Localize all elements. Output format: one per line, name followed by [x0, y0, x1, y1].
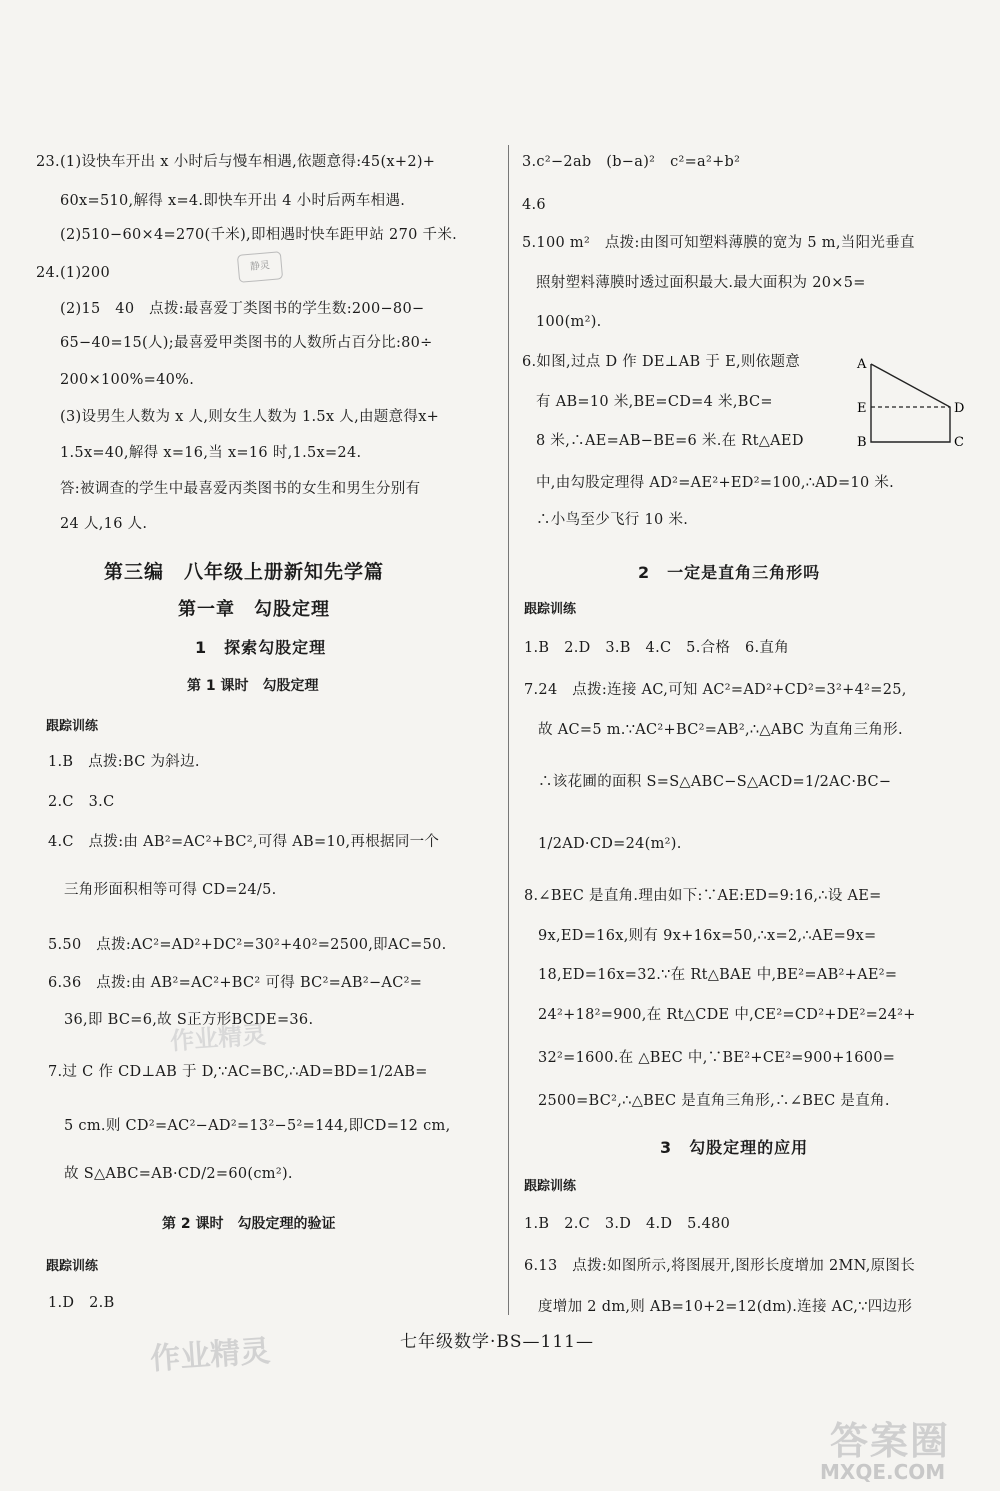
answer-line: 照射塑料薄膜时透过面积最大.最大面积为 20×5=	[536, 275, 866, 291]
answer-line: 36,即 BC=6,故 S正方形BCDE=36.	[64, 1012, 314, 1028]
trapezoid-figure	[855, 352, 975, 457]
practice-label: 跟踪训练	[524, 1179, 577, 1194]
answer-line: 100(m²).	[536, 314, 602, 330]
answer-line: 1.B 点拨:BC 为斜边.	[48, 754, 200, 770]
answer-line: 故 AC=5 m.∵AC²+BC²=AB²,∴△ABC 为直角三角形.	[538, 722, 903, 738]
figure-label-b: B	[857, 435, 867, 450]
watermark: 作业精灵	[169, 1019, 268, 1056]
answer-line: 5.100 m² 点拨:由图可知塑料薄膜的宽为 5 m,当阳光垂直	[522, 235, 915, 251]
answer-line: 24.(1)200	[36, 265, 110, 281]
answer-line: 有 AB=10 米,BE=CD=4 米,BC=	[536, 394, 773, 410]
lesson-title: 第 1 课时 勾股定理	[187, 678, 319, 694]
section-title: 2 一定是直角三角形吗	[638, 563, 821, 582]
answer-line: 1.B 2.C 3.D 4.D 5.480	[524, 1216, 731, 1232]
answer-line: 6.如图,过点 D 作 DE⊥AB 于 E,则依题意	[522, 354, 801, 370]
answer-line: ∴小鸟至少飞行 10 米.	[536, 512, 689, 528]
figure-label-d: D	[954, 401, 965, 416]
answer-line: 故 S△ABC=AB·CD/2=60(cm²).	[64, 1166, 293, 1182]
page-footer: 七年级数学·BS—111—	[400, 1332, 594, 1352]
column-divider	[508, 145, 509, 1315]
lesson-title: 第 2 课时 勾股定理的验证	[162, 1216, 336, 1232]
logo-url: MXQE.COM	[820, 1460, 946, 1484]
answer-line: (2)15 40 点拨:最喜爱丁类图书的学生数:200−80−	[60, 301, 425, 317]
figure-label-a: A	[857, 357, 867, 372]
answer-line: 200×100%=40%.	[60, 372, 195, 388]
answer-line: 3.c²−2ab (b−a)² c²=a²+b²	[522, 154, 741, 170]
answer-line: 8 米,∴AE=AB−BE=6 米.在 Rt△AED	[536, 433, 804, 449]
answer-line: 度增加 2 dm,则 AB=10+2=12(dm).连接 AC,∵四边形	[538, 1299, 913, 1315]
answer-line: (2)510−60×4=270(千米),即相遇时快车距甲站 270 千米.	[60, 227, 458, 243]
answer-line: 1/2AD·CD=24(m²).	[538, 836, 682, 852]
part-title: 第三编 八年级上册新知先学篇	[104, 561, 385, 583]
answer-line: 6.36 点拨:由 AB²=AC²+BC² 可得 BC²=AB²−AC²=	[48, 975, 423, 991]
answer-line: 60x=510,解得 x=4.即快车开出 4 小时后两车相遇.	[60, 193, 406, 209]
answer-line: 8.∠BEC 是直角.理由如下:∵AE:ED=9:16,∴设 AE=	[524, 888, 882, 904]
answer-line: 1.B 2.D 3.B 4.C 5.合格 6.直角	[524, 640, 790, 656]
logo-title: 答案圈	[830, 1419, 951, 1463]
section-title: 1 探索勾股定理	[195, 638, 327, 657]
figure-label-c: C	[954, 435, 964, 450]
section-title: 3 勾股定理的应用	[660, 1138, 809, 1157]
practice-label: 跟踪训练	[524, 602, 577, 617]
figure-label-e: E	[857, 401, 867, 416]
answer-line: 1.5x=40,解得 x=16,当 x=16 时,1.5x=24.	[60, 445, 362, 461]
answer-line: 5 cm.则 CD²=AC²−AD²=13²−5²=144,即CD=12 cm,	[64, 1118, 451, 1134]
answer-line: 65−40=15(人);最喜爱甲类图书的人数所占百分比:80÷	[60, 335, 433, 351]
stamp: 静灵	[237, 251, 283, 283]
answer-line: 4.C 点拨:由 AB²=AC²+BC²,可得 AB=10,再根据同一个	[48, 834, 440, 850]
answer-line: 5.50 点拨:AC²=AD²+DC²=30²+40²=2500,即AC=50.	[48, 937, 447, 953]
answer-line: 7.过 C 作 CD⊥AB 于 D,∵AC=BC,∴AD=BD=1/2AB=	[48, 1064, 428, 1080]
answer-line: 1.D 2.B	[48, 1295, 115, 1311]
site-logo	[820, 1410, 990, 1485]
answer-line: ∴该花圃的面积 S=S△ABC−S△ACD=1/2AC·BC−	[538, 774, 892, 790]
answer-line: 18,ED=16x=32.∵在 Rt△BAE 中,BE²=AB²+AE²=	[538, 967, 898, 983]
answer-line: 32²=1600.在 △BEC 中,∵BE²+CE²=900+1600=	[538, 1050, 896, 1066]
answer-line: 三角形面积相等可得 CD=24/5.	[64, 882, 277, 898]
answer-line: 4.6	[522, 197, 546, 213]
answer-line: 9x,ED=16x,则有 9x+16x=50,∴x=2,∴AE=9x=	[538, 928, 877, 944]
practice-label: 跟踪训练	[46, 1259, 99, 1274]
answer-line: 答:被调查的学生中最喜爱丙类图书的女生和男生分别有	[60, 481, 421, 497]
answer-line: 2.C 3.C	[48, 794, 115, 810]
watermark: 作业精灵	[149, 1333, 272, 1378]
answer-line: 7.24 点拨:连接 AC,可知 AC²=AD²+CD²=3²+4²=25,	[524, 682, 907, 698]
answer-line: 24²+18²=900,在 Rt△CDE 中,CE²=CD²+DE²=24²+	[538, 1007, 916, 1023]
answer-line: 24 人,16 人.	[60, 516, 148, 532]
answer-line: (3)设男生人数为 x 人,则女生人数为 1.5x 人,由题意得x+	[60, 409, 440, 425]
chapter-title: 第一章 勾股定理	[178, 599, 330, 620]
answer-line: 中,由勾股定理得 AD²=AE²+ED²=100,∴AD=10 米.	[536, 475, 895, 491]
answer-line: 6.13 点拨:如图所示,将图展开,图形长度增加 2MN,原图长	[524, 1258, 916, 1274]
answer-line: 23.(1)设快车开出 x 小时后与慢车相遇,依题意得:45(x+2)+	[36, 154, 436, 170]
practice-label: 跟踪训练	[46, 719, 99, 734]
answer-line: 2500=BC²,∴△BEC 是直角三角形,∴∠BEC 是直角.	[538, 1093, 890, 1109]
